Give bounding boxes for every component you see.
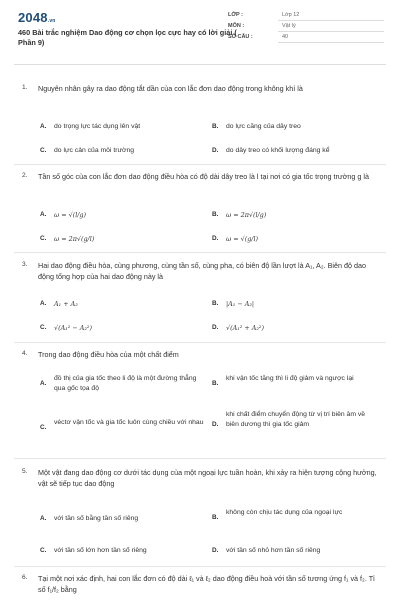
meta-count-label: SỐ CÂU : xyxy=(228,34,253,40)
meta-underline xyxy=(278,42,384,43)
question-number: 5. xyxy=(22,468,28,475)
header-divider xyxy=(14,64,386,65)
question-divider xyxy=(14,458,386,459)
question-number: 2. xyxy=(22,172,28,179)
question-number: 4. xyxy=(22,350,28,357)
document-title: 460 Bài trắc nghiệm Dao động cơ chọn lọc cực hay có lời giải ( Phần 9) xyxy=(18,28,237,47)
question-number: 3. xyxy=(22,261,28,268)
meta-underline xyxy=(278,20,384,21)
question-text: Trong dao động điều hòa của một chất điểm xyxy=(38,350,179,359)
meta-class-label: LỚP : xyxy=(228,12,243,18)
meta-subject-value: Vật lý xyxy=(282,23,296,29)
document-page: 2048.vn 460 Bài trắc nghiệm Dao động cơ chọn lọc cực hay có lời giải ( Phần 9) LỚP : Lớp 12 MÔN : Vật lý SỐ CÂU : 40 1. Nguyên nhân gây ra dao động tắt dần của con lắc đơn dao động trong không khí là A. do trọng lực tác dụng lên vật B. do lực căng của dây treo C. do lực cản của môi trường D. do dây treo có khối lượng đáng kể 2. Tần số góc của con lắc đơn dao động điều hòa có độ dài dây treo là l tại nơi có gia tốc trọng trường g là A. ω = √(l/g) B. ω = 2π√(l/g) C. ω = 2π√(g/l) D. ω = √(g/l) 3. Hai dao động điều hòa, cùng phương, cùng tần số, cùng pha, có biên độ lần lượt là A₁, A₂. Biên độ dao động tổng hợp của hai dao động này là A. A₁ + A₂ B. |A₁ − A₂| C. √(A₁² − A₂²) D. √(A₁² + A₂²) 4. Trong dao động điều hòa của một chất điểm A. đồ thị của gia tốc theo li độ là một đường thẳng qua gốc tọa độ B. khi vận tốc tăng thì li độ giảm và ngược lại C. véctơ vận tốc và gia tốc luôn cùng chiều với nhau D. khi chất điểm chuyển động từ vị trí biên âm về biên dương thì gia tốc giảm 5. Một vật đang dao động cơ dưới tác dụng của một ngoại lực tuần hoàn, khi xảy ra hiện tượng cộng hưởng, vật sẽ tiếp tục dao động A. với tần số bằng tần số riêng B. không còn chịu tác dụng của ngoại lực C. với tần số lớn hơn tần số riêng D. với tần số nhỏ hơn tần số riêng 6. Tại một nơi xác định, hai con lắc đơn có độ dài ℓ₁ và ℓ₂ dao động điều hoà với tần số tương ứng f₁ và f₂. Tỉ số f₁/f₂ bằng xyxy=(0,0,400,600)
meta-subject-label: MÔN : xyxy=(228,23,245,29)
question-text: Nguyên nhân gây ra dao động tắt dần của con lắc đơn dao động trong không khí là xyxy=(38,84,303,93)
document-meta xyxy=(228,12,388,45)
question-divider xyxy=(14,252,386,253)
question-text: Tần số góc của con lắc đơn dao động điều hòa có độ dài dây treo là l tại nơi có gia tốc trọng trường g là xyxy=(38,172,370,181)
meta-count-value: 40 xyxy=(282,34,289,40)
meta-subject xyxy=(228,23,388,34)
meta-class xyxy=(228,12,388,23)
meta-class-value: Lớp 12 xyxy=(282,12,300,18)
question-text: Hai dao động điều hòa, cùng phương, cùng tần số, cùng pha, có biên độ lần lượt là A₁, A₂. Biên độ dao động tổng hợp của hai dao động này là xyxy=(38,261,366,281)
site-logo[interactable]: 2048.vn xyxy=(18,10,56,25)
question-divider xyxy=(14,164,386,165)
question-number: 1. xyxy=(22,84,28,91)
meta-underline xyxy=(278,31,384,32)
document-header xyxy=(0,0,400,62)
question-divider xyxy=(14,566,386,567)
question-number: 6. xyxy=(22,574,28,581)
meta-count xyxy=(228,34,388,45)
question-divider xyxy=(14,342,386,343)
question-text: Tại một nơi xác định, hai con lắc đơn có độ dài ℓ₁ và ℓ₂ dao động điều hoà với tần số tương ứng f₁ và f₂. Tỉ số f₁/f₂ bằng xyxy=(38,574,375,594)
question-text: Một vật đang dao động cơ dưới tác dụng của một ngoại lực tuần hoàn, khi xảy ra hiện tượng cộng hưởng, vật sẽ tiếp tục dao động xyxy=(38,468,377,488)
